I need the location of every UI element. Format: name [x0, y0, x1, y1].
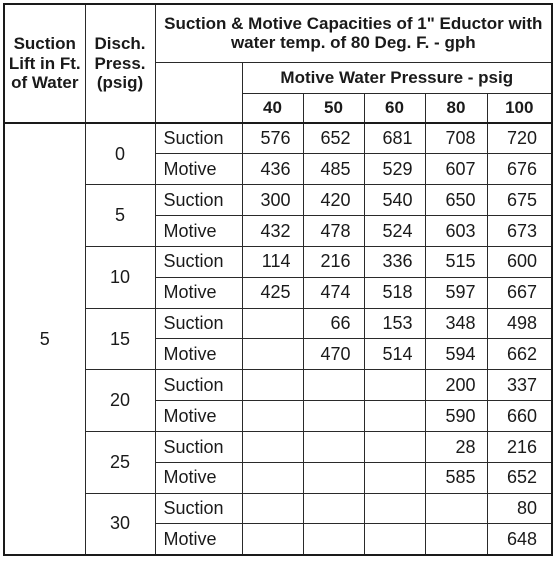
table-row	[4, 431, 552, 462]
disch-press-value: 30	[85, 493, 155, 555]
capacity-cell: 676	[487, 154, 552, 185]
capacity-cell	[242, 462, 303, 493]
capacity-cell	[242, 370, 303, 401]
capacity-cell: 652	[303, 123, 364, 154]
disch-press-value: 25	[85, 431, 155, 493]
flow-type-label: Suction	[155, 370, 242, 401]
capacity-cell: 585	[425, 462, 487, 493]
table-row	[4, 123, 552, 154]
flow-type-label: Suction	[155, 493, 242, 524]
capacity-cell	[242, 308, 303, 339]
capacity-cell: 720	[487, 123, 552, 154]
capacity-cell: 675	[487, 185, 552, 216]
capacity-cell: 216	[303, 246, 364, 277]
capacity-cell	[303, 401, 364, 432]
capacity-cell: 603	[425, 216, 487, 247]
capacity-cell	[242, 524, 303, 555]
capacity-cell: 432	[242, 216, 303, 247]
table-row	[4, 185, 552, 216]
capacity-cell: 518	[364, 277, 425, 308]
capacity-cell	[303, 370, 364, 401]
flow-type-label: Motive	[155, 401, 242, 432]
capacity-cell	[364, 401, 425, 432]
capacity-cell: 478	[303, 216, 364, 247]
flow-type-label: Motive	[155, 154, 242, 185]
disch-press-value: 10	[85, 246, 155, 308]
capacity-cell	[364, 370, 425, 401]
capacity-cell	[364, 493, 425, 524]
capacity-cell: 708	[425, 123, 487, 154]
capacity-cell: 28	[425, 431, 487, 462]
motive-pressure-header: Motive Water Pressure - psig	[242, 62, 552, 93]
flow-type-label: Suction	[155, 123, 242, 154]
suction-lift-value: 5	[4, 123, 85, 555]
table-row	[4, 493, 552, 524]
capacity-cell: 80	[487, 493, 552, 524]
capacity-cell	[242, 431, 303, 462]
capacity-cell	[242, 493, 303, 524]
capacity-cell: 498	[487, 308, 552, 339]
capacity-cell: 600	[487, 246, 552, 277]
suction-lift-header: Suction Lift in Ft. of Water	[4, 4, 85, 123]
capacity-cell	[303, 431, 364, 462]
capacity-cell: 514	[364, 339, 425, 370]
capacity-cell: 474	[303, 277, 364, 308]
capacity-cell: 485	[303, 154, 364, 185]
capacity-cell: 594	[425, 339, 487, 370]
capacity-cell	[425, 493, 487, 524]
capacity-cell	[242, 401, 303, 432]
flow-type-label: Suction	[155, 431, 242, 462]
capacity-cell	[364, 431, 425, 462]
flow-type-label: Motive	[155, 462, 242, 493]
disch-press-value: 20	[85, 370, 155, 432]
capacity-cell: 590	[425, 401, 487, 432]
table-body	[4, 123, 552, 555]
flow-type-label: Motive	[155, 216, 242, 247]
capacity-cell	[303, 493, 364, 524]
capacity-cell: 662	[487, 339, 552, 370]
capacity-cell: 216	[487, 431, 552, 462]
capacity-cell: 667	[487, 277, 552, 308]
capacity-cell: 540	[364, 185, 425, 216]
capacity-cell: 673	[487, 216, 552, 247]
pressure-header: 100	[487, 93, 552, 123]
capacity-cell: 337	[487, 370, 552, 401]
capacity-cell	[303, 524, 364, 555]
capacity-cell: 648	[487, 524, 552, 555]
capacity-cell	[364, 462, 425, 493]
capacity-cell: 420	[303, 185, 364, 216]
capacity-cell: 597	[425, 277, 487, 308]
table-row	[4, 246, 552, 277]
capacity-cell	[425, 524, 487, 555]
flow-type-label: Motive	[155, 277, 242, 308]
capacity-cell: 652	[487, 462, 552, 493]
capacity-cell: 650	[425, 185, 487, 216]
table-row	[4, 370, 552, 401]
pressure-header: 50	[303, 93, 364, 123]
eductor-capacity-table	[3, 3, 553, 556]
table-row	[4, 308, 552, 339]
flow-type-label: Suction	[155, 246, 242, 277]
capacity-cell: 425	[242, 277, 303, 308]
pressure-header: 40	[242, 93, 303, 123]
type-header-blank	[155, 62, 242, 123]
capacity-cell: 515	[425, 246, 487, 277]
flow-type-label: Suction	[155, 185, 242, 216]
capacity-cell: 336	[364, 246, 425, 277]
capacity-cell: 66	[303, 308, 364, 339]
capacity-cell: 681	[364, 123, 425, 154]
capacity-cell: 607	[425, 154, 487, 185]
capacity-cell	[364, 524, 425, 555]
capacity-cell: 436	[242, 154, 303, 185]
pressure-header: 80	[425, 93, 487, 123]
disch-press-value: 0	[85, 123, 155, 185]
capacity-cell: 300	[242, 185, 303, 216]
capacity-cell: 348	[425, 308, 487, 339]
pressure-header: 60	[364, 93, 425, 123]
capacity-cell: 576	[242, 123, 303, 154]
disch-press-value: 15	[85, 308, 155, 370]
disch-press-value: 5	[85, 185, 155, 247]
capacity-cell: 114	[242, 246, 303, 277]
capacity-cell: 524	[364, 216, 425, 247]
flow-type-label: Motive	[155, 339, 242, 370]
capacity-cell: 660	[487, 401, 552, 432]
capacity-cell: 153	[364, 308, 425, 339]
capacity-cell: 470	[303, 339, 364, 370]
flow-type-label: Motive	[155, 524, 242, 555]
capacity-cell	[242, 339, 303, 370]
capacity-cell	[303, 462, 364, 493]
capacities-title: Suction & Motive Capacities of 1" Eductor with water temp. of 80 Deg. F. - gph	[155, 4, 552, 62]
capacity-cell: 529	[364, 154, 425, 185]
disch-press-header: Disch. Press. (psig)	[85, 4, 155, 123]
flow-type-label: Suction	[155, 308, 242, 339]
capacity-cell: 200	[425, 370, 487, 401]
